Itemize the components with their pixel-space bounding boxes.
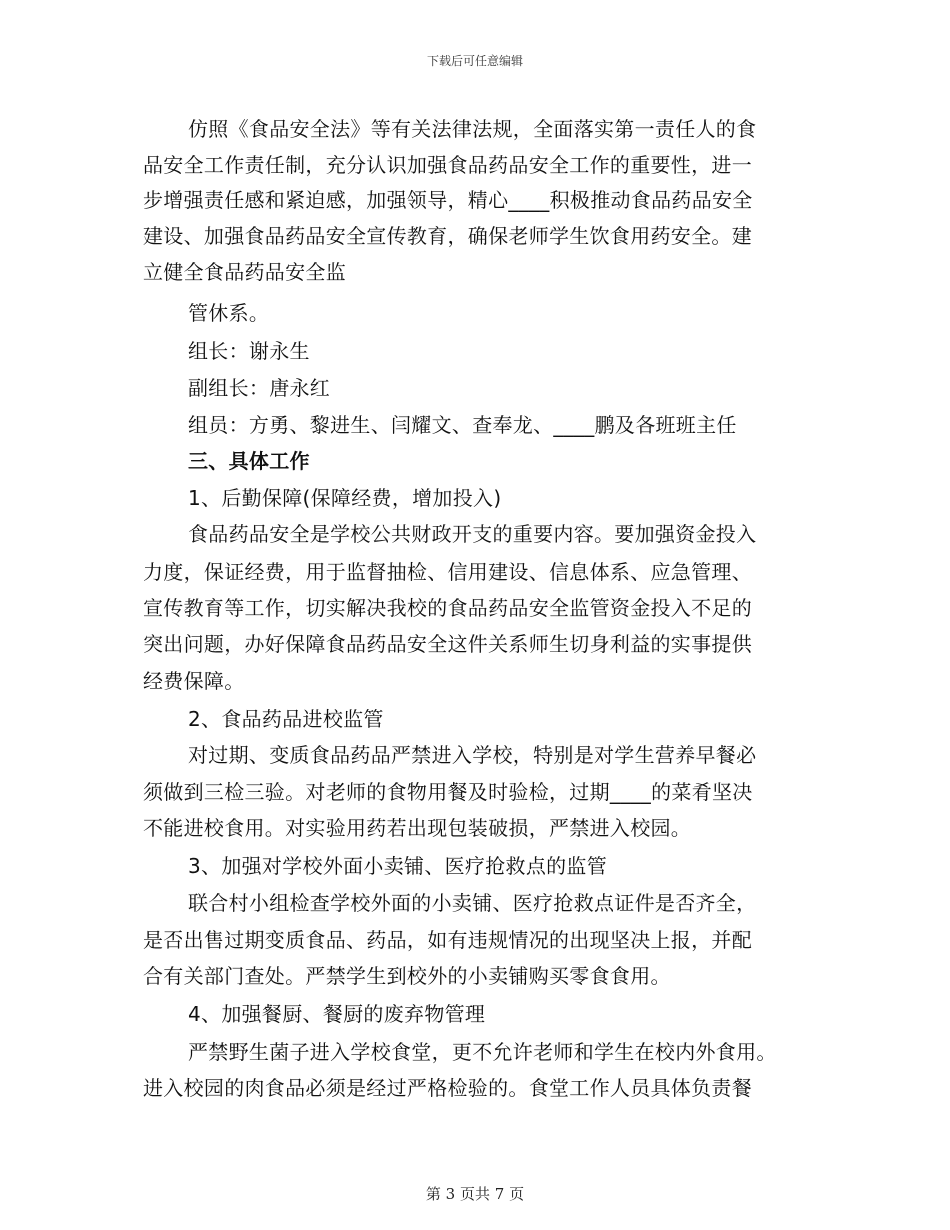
text-line: 严禁野生菌子进入学校食堂，更不允许老师和学生在校内外食用。	[188, 1040, 777, 1064]
text-line: 经费保障。	[143, 669, 245, 693]
text-line: 组长：谢永生	[188, 339, 310, 363]
text-line: 食品药品安全是学校公共财政开支的重要内容。要加强资金投入	[188, 522, 757, 546]
text-line: 建设、加强食品药品安全宣传教育，确保老师学生饮食用药安全。建	[143, 224, 752, 248]
text-line: 不能进校食用。对实验用药若出现包装破损，严禁进入校园。	[143, 816, 692, 840]
subheading: 4、加强餐厨、餐厨的废弃物管理	[188, 1002, 486, 1026]
page-footer: 第 3 页共 7 页	[425, 1185, 525, 1203]
text-line: 力度，保证经费，用于监督抽检、信用建设、信息体系、应急管理、	[143, 560, 752, 584]
text-line: 副组长：唐永红	[188, 376, 331, 400]
text-line: 是否出售过期变质食品、药品，如有违规情况的出现坚决上报，并配	[143, 928, 752, 952]
text-line: 进入校园的肉食品必须是经过严格检验的。食堂工作人员具体负责餐	[143, 1076, 752, 1100]
text-line: 突出问题，办好保障食品药品安全这件关系师生切身利益的实事提供	[143, 632, 752, 656]
subheading: 1、后勤保障(保障经费，增加投入)	[188, 486, 502, 510]
page-header: 下载后可任意编辑	[426, 54, 523, 68]
section-heading: 三、具体工作	[188, 449, 310, 473]
text-line: 联合村小组检查学校外面的小卖铺、医疗抢救点证件是否齐全，	[188, 891, 757, 915]
text-line: 合有关部门查处。严禁学生到校外的小卖铺购买零食食用。	[143, 964, 671, 988]
subheading: 3、加强对学校外面小卖铺、医疗抢救点的监管	[188, 854, 608, 878]
text-line: 仿照《食品安全法》等有关法律法规，全面落实第一责任人的食	[188, 117, 757, 141]
text-line: 立健全食品药品安全监	[143, 260, 346, 284]
text-line: 宣传教育等工作，切实解决我校的食品药品安全监管资金投入不足的	[143, 596, 752, 620]
text-line: 对过期、变质食品药品严禁进入学校，特别是对学生营养早餐必	[188, 743, 757, 767]
subheading: 2、食品药品进校监管	[188, 707, 384, 731]
text-line: 品安全工作责任制，充分认识加强食品药品安全工作的重要性，进一	[143, 153, 752, 177]
text-line: 管休系。	[188, 301, 270, 325]
text-line: 组员：方勇、黎进生、闫耀文、查奉龙、____鹏及各班班主任	[188, 413, 737, 437]
text-line: 须做到三检三验。对老师的食物用餐及时验检，过期____的菜肴坚决	[143, 780, 753, 804]
text-line: 步增强责任感和紧迫感，加强领导，精心____积极推动食品药品安全	[143, 188, 753, 212]
